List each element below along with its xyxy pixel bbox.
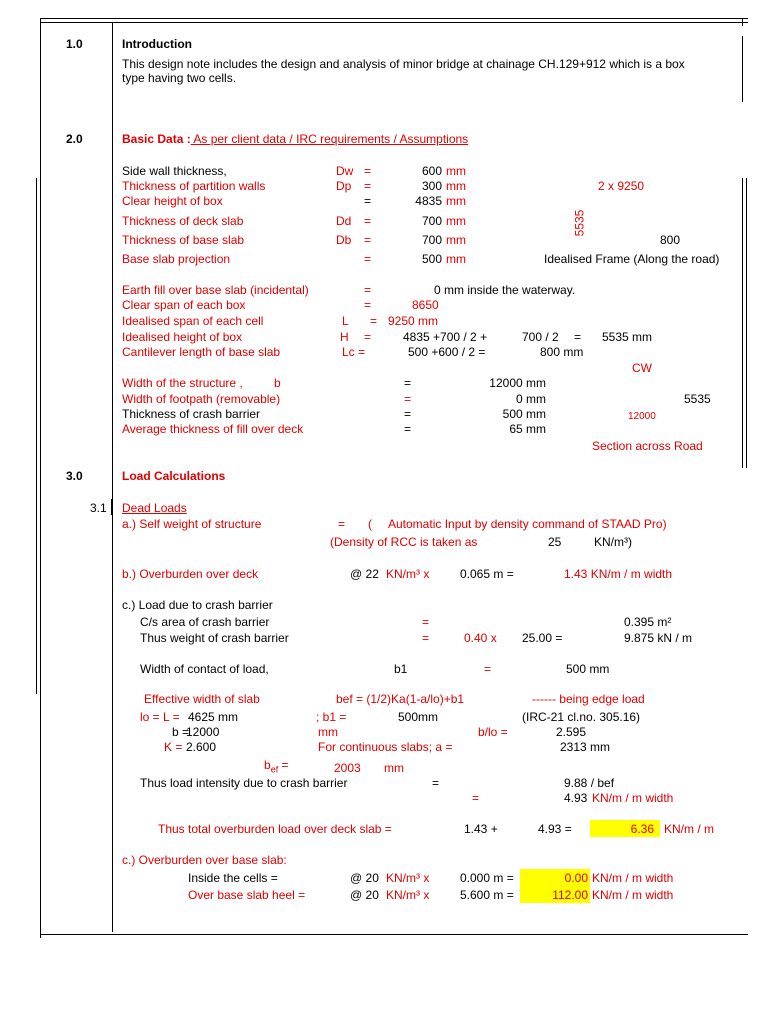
reference: (IRC-21 cl.no. 305.16) — [522, 710, 641, 724]
row-label: Idealised span of each cell — [122, 314, 264, 328]
row-eq: = — [370, 314, 378, 328]
row-eq: = — [364, 330, 372, 344]
row-label: Cantilever length of base slab — [122, 345, 281, 359]
row-unit: KN/m / m width — [592, 871, 674, 885]
bef-symbol: b — [264, 758, 271, 772]
row-label: Thus weight of crash barrier — [140, 631, 289, 645]
row-unit: KN/m³) — [594, 535, 632, 549]
row-symbol: b — [274, 376, 281, 390]
row-label: Inside the cells = — [188, 871, 278, 885]
row-value: 500 — [421, 252, 442, 266]
row-value: 300 — [421, 179, 442, 193]
row-eq: = — [364, 252, 372, 266]
sketch-caption: Idealised Frame (Along the road) — [544, 252, 720, 266]
row-label: Earth fill over base slab (incidental) — [122, 283, 309, 297]
row-label: K = — [164, 740, 183, 754]
row-note: ------ being edge load — [532, 692, 645, 706]
row-value: 2.595 — [556, 725, 587, 739]
row-label — [264, 758, 289, 776]
row-label: a.) Self weight of structure — [122, 517, 262, 531]
row-symbol: Dp — [336, 179, 352, 193]
row-result: 9.875 kN / m — [624, 631, 693, 645]
intro-text: This design note includes the design and analysis of minor bridge at chainage CH.129+912 which is a box — [122, 57, 685, 71]
row-value: 700 / 2 — [522, 330, 559, 344]
row-eq: = — [364, 298, 372, 312]
row-eq: = — [364, 214, 372, 228]
row-unit: mm — [446, 164, 466, 178]
row-label: Thickness of base slab — [122, 233, 245, 247]
left-border — [40, 18, 41, 938]
section-number: 1.0 — [66, 37, 83, 51]
row-label: Side wall thickness, — [122, 164, 227, 178]
subsection-number: 3.1 — [90, 501, 107, 515]
row-unit: KN/m³ x — [386, 567, 430, 581]
row-result: 800 mm — [540, 345, 584, 359]
row-eq: = — [364, 179, 372, 193]
row-symbol: Lc = — [342, 345, 366, 359]
sketch-dimension: 800 — [660, 233, 681, 247]
row-eq: = — [364, 233, 372, 247]
row-eq: = — [364, 194, 372, 208]
row-label: Idealised height of box — [122, 330, 243, 344]
row-result: 112.00 — [552, 888, 588, 902]
row-label: Effective width of slab — [144, 692, 260, 706]
row-value: 8650 — [412, 298, 439, 312]
row-value: 4835 — [415, 194, 442, 208]
row-value: 12000 — [186, 725, 220, 739]
row-note: Automatic Input by density command of STAAD Pro) — [388, 517, 667, 531]
row-label: For continuous slabs; a = — [318, 740, 453, 754]
section-number: 2.0 — [66, 132, 83, 146]
row-at: @ 22 — [350, 567, 379, 581]
row-value: 500mm — [398, 710, 439, 724]
row-label: C/s area of crash barrier — [140, 615, 270, 629]
row-paren: ( — [368, 517, 372, 531]
row-value: 2.600 — [186, 740, 217, 754]
row-result: 5535 mm — [602, 330, 653, 344]
row-result: 0.00 — [564, 871, 588, 885]
row-label: Thickness of crash barrier — [122, 407, 261, 421]
total-result: 6.36 — [630, 822, 654, 836]
row-value: 4625 mm — [188, 710, 239, 724]
row-label: b = — [172, 725, 190, 739]
row-unit: mm — [318, 725, 338, 739]
row-eq: = — [338, 517, 346, 531]
right-border-top — [742, 36, 743, 102]
row-value: 0 mm — [516, 392, 546, 406]
basic-data-title: Basic Data : — [122, 132, 191, 146]
row-eq: = — [422, 615, 430, 629]
row-eq: = — [404, 422, 412, 436]
row-value: 65 mm — [509, 422, 546, 436]
row-value: 12000 mm — [489, 376, 546, 390]
row-value: 4835 +700 / 2 + — [403, 330, 488, 344]
basic-data-subtitle: As per client data / IRC requirements / Assumptions — [190, 132, 469, 146]
row-value: 500 +600 / 2 = — [408, 345, 486, 359]
sketch-dimension: 5535 — [684, 392, 711, 406]
row-label: Base slab projection — [122, 252, 231, 266]
row-unit: mm — [446, 252, 466, 266]
row-eq: = — [404, 392, 412, 406]
row-value: 500 mm — [502, 407, 546, 421]
row-value: 0.395 m² — [624, 615, 672, 629]
subsection-marker — [111, 499, 112, 515]
row-unit: mm — [446, 179, 466, 193]
section-title: Load Calculations — [122, 469, 226, 483]
row-symbol: Db — [336, 233, 352, 247]
sketch-dimension-vertical: 5535 — [572, 209, 587, 237]
row-symbol: H — [340, 330, 349, 344]
section-number: 3.0 — [66, 469, 83, 483]
top-border-inner — [40, 22, 748, 23]
section-title: Introduction — [122, 37, 192, 51]
row-eq: = — [422, 631, 430, 645]
row-label: b.) Overburden over deck — [122, 567, 259, 581]
row-label: Clear span of each box — [122, 298, 246, 312]
row-unit: mm — [446, 214, 466, 228]
row-label: c.) Load due to crash barrier — [122, 598, 273, 612]
row-label: Thus load intensity due to crash barrier — [140, 776, 348, 790]
row-symbol: L — [342, 314, 349, 328]
row-result: 1.43 KN/m / m width — [564, 567, 673, 581]
section-title — [122, 132, 468, 146]
row-value: 9.88 / bef — [564, 776, 615, 790]
row-eq: = — [484, 662, 492, 676]
row-unit: KN/m / m — [664, 822, 714, 836]
row-value: 2313 mm — [560, 740, 611, 754]
row-unit: mm — [384, 761, 404, 775]
row-unit: mm — [446, 233, 466, 247]
intro-text: type having two cells. — [122, 71, 237, 85]
row-unit: KN/m³ x — [386, 871, 430, 885]
bef-subscript: ef — [270, 764, 279, 775]
sketch-dimension: 12000 — [628, 411, 656, 422]
row-label: lo = L = — [140, 710, 180, 724]
row-eq: = — [472, 791, 480, 805]
row-label: Thus total overburden load over deck slab = — [158, 822, 392, 836]
sketch-dimension: 2 x 9250 — [598, 179, 645, 193]
left-bar-mid — [36, 178, 37, 694]
row-value: 0.40 x — [464, 631, 497, 645]
row-value: 600 — [421, 164, 442, 178]
row-value: 5.600 m = — [460, 888, 514, 902]
column-divider — [112, 22, 113, 932]
right-bar-2 — [746, 178, 747, 468]
row-value: 500 mm — [566, 662, 610, 676]
row-value: 0.000 m = — [460, 871, 514, 885]
row-value: 4.93 — [564, 791, 588, 805]
row-value: 2003 — [334, 761, 361, 775]
row-eq: = — [364, 283, 372, 297]
row-value: 25 — [548, 535, 562, 549]
row-value: 0.065 m = — [460, 567, 514, 581]
row-eq: = — [432, 776, 440, 790]
row-symbol: Dd — [336, 214, 352, 228]
formula: bef = (1/2)Ka(1-a/lo)+b1 — [336, 692, 465, 706]
row-label: Width of contact of load, — [140, 662, 269, 676]
row-eq: = — [574, 330, 582, 344]
row-value: 1.43 + — [464, 822, 498, 836]
row-label: Clear height of box — [122, 194, 223, 208]
row-label: Width of footpath (removable) — [122, 392, 281, 406]
row-label: ; b1 = — [316, 710, 347, 724]
row-note: (Density of RCC is taken as — [330, 535, 478, 549]
row-unit: mm — [446, 194, 466, 208]
row-label: Average thickness of fill over deck — [122, 422, 304, 436]
bef-eq: = — [278, 758, 289, 772]
row-label: Thickness of deck slab — [122, 214, 244, 228]
row-label: Over base slab heel = — [188, 888, 306, 902]
row-value: 0 mm inside the waterway. — [434, 283, 576, 297]
row-at: @ 20 — [350, 871, 379, 885]
row-unit: KN/m / m width — [592, 791, 674, 805]
row-value: 700 — [421, 233, 442, 247]
row-eq: = — [404, 407, 412, 421]
row-symbol: Dw — [336, 164, 354, 178]
row-symbol: b1 — [394, 662, 408, 676]
row-unit: KN/m³ x — [386, 888, 430, 902]
row-unit: KN/m / m width — [592, 888, 674, 902]
row-label: c.) Overburden over base slab: — [122, 853, 287, 867]
right-border-mid — [742, 178, 743, 468]
row-value: 700 — [421, 214, 442, 228]
row-at: @ 20 — [350, 888, 379, 902]
row-label: b/lo = — [478, 725, 508, 739]
row-value: 9250 mm — [388, 314, 439, 328]
row-value: 4.93 = — [538, 822, 572, 836]
row-eq: = — [364, 164, 372, 178]
bottom-border — [40, 934, 748, 935]
row-label: Width of the structure , — [122, 376, 243, 390]
sketch-caption: Section across Road — [592, 439, 703, 453]
row-label: Thickness of partition walls — [122, 179, 266, 193]
sketch-label: CW — [632, 361, 652, 375]
subsection-title: Dead Loads — [122, 501, 187, 515]
row-eq: = — [404, 376, 412, 390]
right-border-bottom — [742, 18, 743, 26]
row-value: 25.00 = — [522, 631, 563, 645]
top-border — [40, 18, 748, 19]
